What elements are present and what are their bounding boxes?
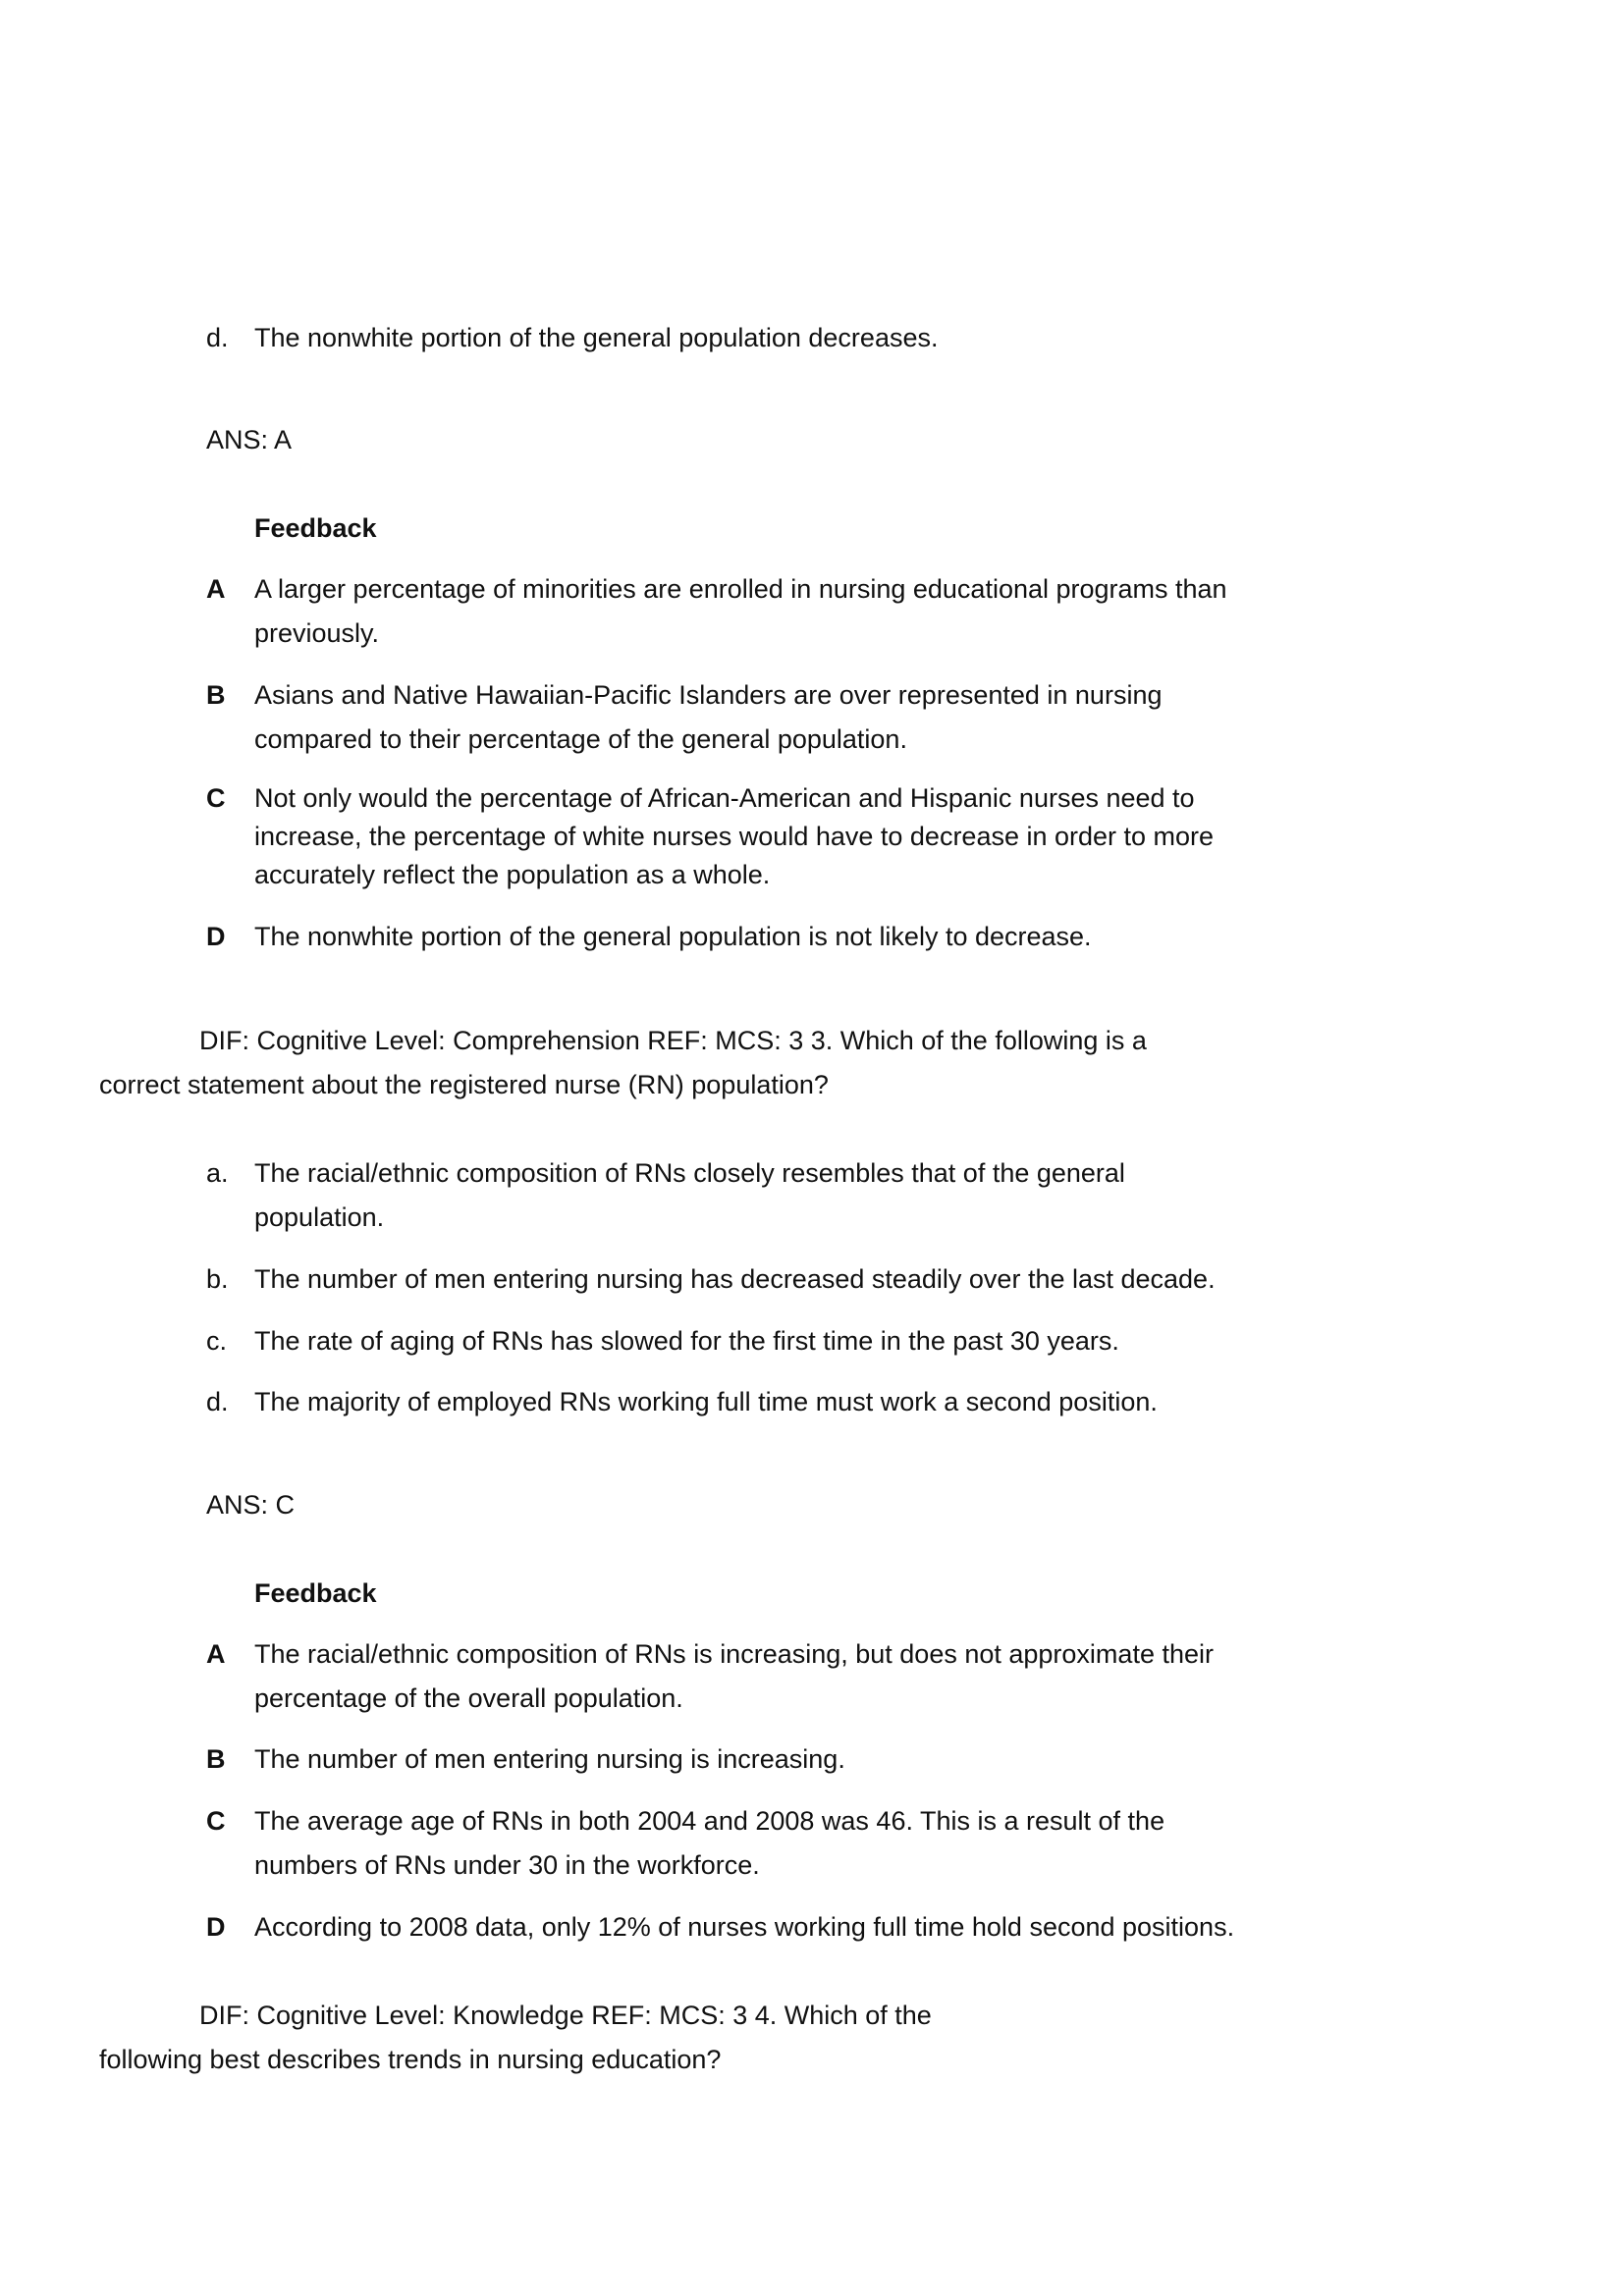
option-letter: c.: [206, 1326, 228, 1356]
feedback-letter: B: [206, 680, 226, 710]
feedback-letter: D: [206, 1912, 226, 1942]
feedback-letter: A: [206, 1639, 226, 1669]
answer: ANS: C: [206, 1490, 296, 1520]
feedback-text: The nonwhite portion of the general population is not likely to decrease.: [254, 922, 1092, 951]
option-letter: d.: [206, 323, 229, 352]
feedback-text: The average age of RNs in both 2004 and 2008 was 46. This is a result of the: [254, 1806, 1165, 1836]
feedback-text: Not only would the percentage of African-American and Hispanic nurses need to: [254, 783, 1195, 813]
feedback-letter: D: [206, 922, 226, 951]
feedback-text: The number of men entering nursing is increasing.: [254, 1744, 845, 1774]
option-text: The majority of employed RNs working full time must work a second position.: [254, 1387, 1158, 1416]
option-letter: b.: [206, 1264, 229, 1294]
answer: ANS: A: [206, 425, 293, 454]
feedback-letter: C: [206, 783, 226, 813]
dif-line: DIF: Cognitive Level: Knowledge REF: MCS: 3 4. Which of the: [199, 2001, 932, 2030]
feedback-text: increase, the percentage of white nurses would have to decrease in order to more: [254, 822, 1215, 851]
feedback-text: A larger percentage of minorities are enrolled in nursing educational programs than: [254, 574, 1227, 604]
option-text: The nonwhite portion of the general population decreases.: [254, 323, 939, 352]
option-letter: d.: [206, 1387, 229, 1416]
feedback-letter: B: [206, 1744, 226, 1774]
question-stem: correct statement about the registered nurse (RN) population?: [99, 1070, 829, 1099]
feedback-letter: A: [206, 574, 226, 604]
option-text: population.: [254, 1202, 385, 1232]
feedback-text: According to 2008 data, only 12% of nurses working full time hold second positions.: [254, 1912, 1235, 1942]
feedback-text: The racial/ethnic composition of RNs is increasing, but does not approximate their: [254, 1639, 1214, 1669]
feedback-text: percentage of the overall population.: [254, 1683, 683, 1713]
feedback-heading: Feedback: [254, 513, 377, 543]
option-text: The rate of aging of RNs has slowed for the first time in the past 30 years.: [254, 1326, 1119, 1356]
feedback-heading: Feedback: [254, 1578, 377, 1608]
option-text: The racial/ethnic composition of RNs closely resembles that of the general: [254, 1158, 1125, 1188]
question-stem: following best describes trends in nursing education?: [99, 2045, 722, 2074]
option-text: The number of men entering nursing has decreased steadily over the last decade.: [254, 1264, 1216, 1294]
feedback-text: compared to their percentage of the general population.: [254, 724, 907, 754]
feedback-text: previously.: [254, 618, 380, 648]
feedback-text: Asians and Native Hawaiian-Pacific Islanders are over represented in nursing: [254, 680, 1163, 710]
option-letter: a.: [206, 1158, 229, 1188]
feedback-letter: C: [206, 1806, 226, 1836]
feedback-text: numbers of RNs under 30 in the workforce.: [254, 1850, 760, 1880]
feedback-text: accurately reflect the population as a whole.: [254, 860, 771, 889]
dif-line: DIF: Cognitive Level: Comprehension REF: MCS: 3 3. Which of the following is a: [199, 1026, 1147, 1055]
